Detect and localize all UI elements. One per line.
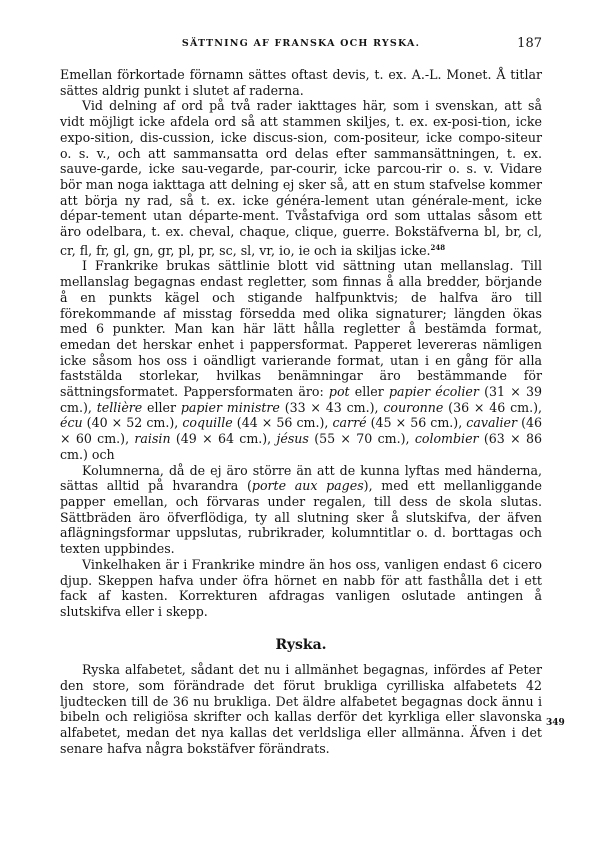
section-heading: Ryska. — [275, 636, 327, 653]
paragraph-5: Vinkelhaken är i Frankrike mindre än hos oss, vanligen endast 6 cicero djup. Skeppen hafva under öfra hörnet en nabb för att fasthålla det i ett fack af kasten. Korrekturen afdragas vanligen oslutade antingen å slutskifva eller i skepp. — [60, 556, 542, 619]
footnote-ref: 248 — [430, 242, 446, 252]
paragraph-3: I Frankrike brukas sättlinie blott vid sättning utan mellanslag. Till mellanslag begagnas endast regletter, som finnas å alla bredder, börjande å en punkts kägel och stigande halfpunktvis; de halfva äro till förekommande af misstag försedda med olika signaturer; längden ökas med 6 punkter. Man kan här lätt hålla regletter å bestämda format, emedan det herskar enhet i pappersformat. Papperet levereras nämligen icke såsom hos oss i oändligt varierande format, utan i en gång för alla faststälda storlekar, hvilkas benämningar äro bestämmande för sättningsformatet. Pappersformaten äro: pot eller papier écolier (31 × 39 cm.), tellière eller papier ministre (33 × 43 cm.), couronne (36 × 46 cm.), écu (40 × 52 cm.), coquille (44 × 56 cm.), carré (45 × 56 cm.), cavalier (46 × 60 cm.), raisin (49 × 64 cm.), jésus (55 × 70 cm.), colombier (63 × 86 cm.) och — [60, 258, 543, 462]
page-number: 187 — [517, 36, 542, 51]
page-body — [60, 67, 542, 757]
paragraph-2: Vid delning af ord på två rader iakttages här, som i svenskan, att så vidt möjligt icke afdela ord så att stammen skiljes, t. ex. ex-posi-tion, icke expo-sition, dis-cussion, icke discus-sion, com-positeur, icke compo-siteur o. s. v., och att sammansatta ord delas efter sammansättningen, t. ex. sauve-garde, icke sau-vegarde, par-courir, icke parcou-rir o. s. v. Vidare bör man noga iakttaga att delning ej sker så, att en stum stafvelse kommer att börja ny rad, så t. ex. icke généra-lement utan générale-ment, icke dépar-tement utan départe-ment. Tvåstafviga ord som uttalas såsom ett äro odelbara, t. ex. cheval, chaque, clique, guerre. Bokstäfverna bl, br, cl, cr, fl, fr, gl, gn, gr, pl, pr, sc, sl, vr, io, ie och ia skiljas icke.$^{248}$ — [60, 98, 542, 258]
running-title: SÄTTNING AF FRANSKA OCH RYSKA. — [181, 38, 421, 49]
margin-note: 349 — [546, 718, 565, 728]
paragraph-4: Kolumnerna, då de ej äro större än att de kunna lyftas med händerna, sättas alltid på hvarandra (porte aux pages), med ett mellanliggande papper emellan, och förvaras under regalen, till dess de skola slutas. Sättbräden äro öfverflödiga, ty all slutning sker å slutskifva, der äfven aflägningsformar uppslutas, rubrikrader, kolumntitlar o. d. borttagas och texten uppbindes. — [60, 462, 542, 557]
paragraph-1: Emellan förkortade förnamn sättes oftast devis, t. ex. A.-L. Monet. Å titlar sättes aldrig punkt i slutet af raderna. — [60, 67, 542, 98]
paragraph-6: Ryska alfabetet, sådant det nu i allmänhet begagnas, infördes af Peter den store, som förändrade det förut brukliga cyrilliska alfabetets 42 ljudtecken till de 36 nu brukliga. Det äldre alfabetet begagnas dock ännu i bibeln och religiösa skrifter och kallas derför det kyrkliga eller slavonska alfabetet, medan det nya kallas det verldsliga eller allmänna. Äfven i det senare hafva några bokstäfver förändrats. — [60, 662, 542, 756]
running-header — [60, 38, 542, 54]
